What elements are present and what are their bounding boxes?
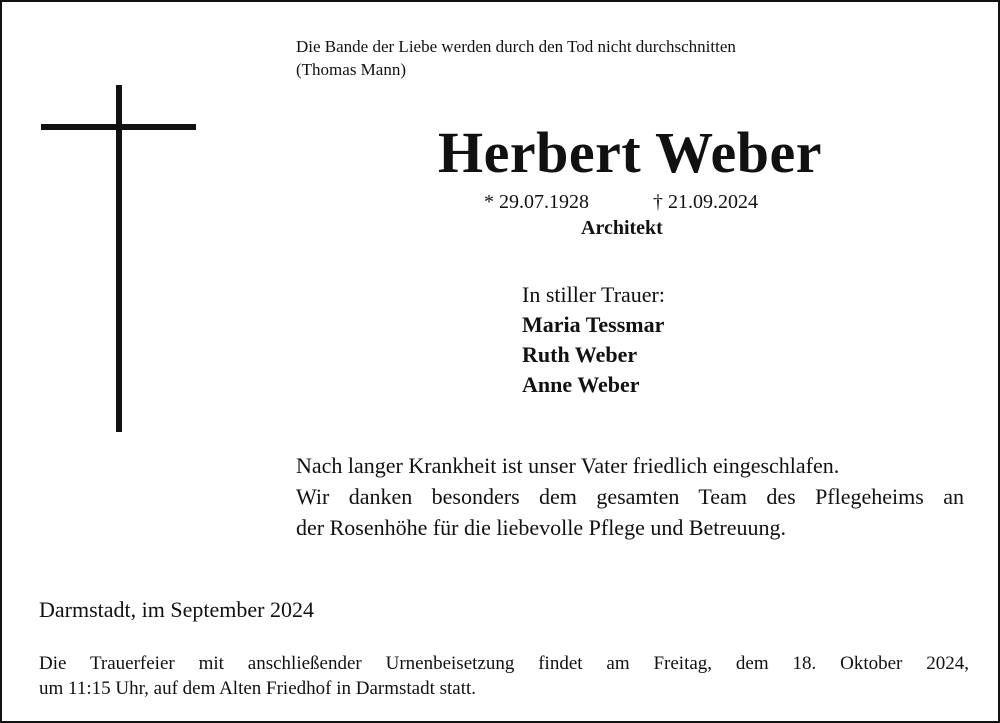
place-date: Darmstadt, im September 2024 [39, 597, 314, 622]
funeral-line: Die Trauerfeier mit anschließender Urnenbeisetzung findet am Freitag, dem 18. Oktober 2024, [39, 653, 969, 674]
mourner-name: Anne Weber [522, 372, 640, 397]
message-line: der Rosenhöhe für die liebevolle Pflege und Betreuung. [296, 515, 786, 540]
deceased-name: Herbert Weber [438, 120, 822, 185]
funeral-info [39, 651, 969, 701]
mourner-name: Ruth Weber [522, 342, 638, 367]
message-paragraph [296, 450, 964, 543]
profession: Architekt [581, 217, 663, 239]
quote-author: (Thomas Mann) [296, 60, 407, 79]
funeral-line: um 11:15 Uhr, auf dem Alten Friedhof in Darmstadt statt. [39, 678, 477, 699]
mourner-name: Maria Tessmar [522, 312, 665, 337]
death-date: † 21.09.2024 [653, 191, 758, 213]
birth-date: * 29.07.1928 [484, 191, 589, 213]
mourners-heading: In stiller Trauer: [522, 282, 665, 307]
message-line: Wir danken besonders dem gesamten Team des Pflegeheims an [296, 484, 964, 509]
quote-text: Die Bande der Liebe werden durch den Tod nicht durchschnitten [296, 37, 736, 56]
mourners-block [522, 280, 665, 400]
message-line: Nach langer Krankheit ist unser Vater friedlich eingeschlafen. [296, 453, 840, 478]
quote [296, 35, 736, 81]
